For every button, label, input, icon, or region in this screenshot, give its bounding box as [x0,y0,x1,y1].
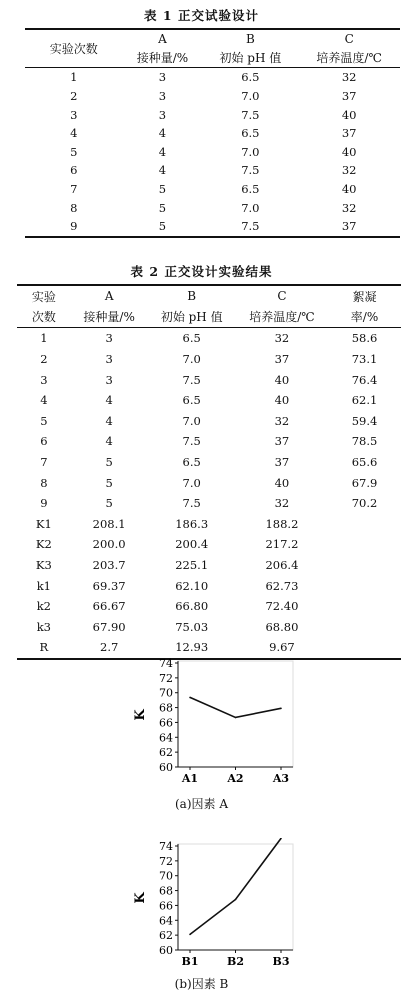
t2-cell: 66.67 [92,599,126,614]
data-point [235,717,237,719]
t1-cell: 4 [158,144,167,159]
t2-row [17,390,401,411]
t2-cell: 4 [40,393,48,408]
t2-cell: 59.4 [351,413,378,428]
t1-cell: 2 [70,89,78,104]
t1-cell: 6.5 [241,182,260,197]
y-tick-label: 62 [159,746,173,760]
y-tick-label: 66 [159,899,173,913]
t2-row [17,555,401,576]
t2-cell [328,555,401,576]
t2-cell: 75.03 [175,619,209,634]
t2-row [17,452,401,473]
t1-cell: 4 [158,126,167,141]
t1-cell: 40 [341,182,357,197]
y-tick-label: 62 [159,929,173,943]
data-point [235,899,237,901]
t1-cell: 40 [341,144,357,159]
t2-cell: 62.10 [175,578,209,593]
t2-cell: 206.4 [265,558,299,573]
t1-cell: 5 [158,200,167,215]
t1-cell: 4 [158,163,167,178]
t1-row [25,87,400,106]
t1-cell: 4 [70,126,78,141]
t1-cell: 8 [70,200,78,215]
y-tick-label: 68 [159,701,173,715]
t1-cell: 7.0 [241,89,260,104]
t2-cell: 62.73 [265,578,299,593]
t1-cell: 5 [158,182,167,197]
chart-factor-b [130,838,300,973]
t2-cell: 37 [274,434,290,449]
t2-cell: 7.0 [182,475,201,490]
t2-cell [328,575,401,596]
t1-header-b-sub: 初始 pH 值 [219,51,282,66]
table1-caption: 表 1 正交试验设计 [144,8,259,23]
t1-row [25,180,400,199]
t2-cell: 62.1 [351,393,378,408]
t2-cell: 76.4 [351,372,378,387]
plot-frame [178,661,293,767]
t2-header-rate-sub: 率/% [350,310,379,325]
t2-header-a: A [104,289,114,304]
t2-row [17,369,401,390]
t2-cell: 7.5 [182,372,201,387]
t2-header-c: C [277,289,287,304]
t1-header-c-sub: 培养温度/℃ [316,51,382,66]
t2-cell: 6.5 [182,393,201,408]
t2-cell: 1 [40,331,48,346]
t2-cell: 69.37 [92,578,126,593]
chart-a-caption: (a)因素 A [175,797,228,811]
t2-cell: 67.90 [92,619,126,634]
t1-cell: 3 [158,89,167,104]
t2-cell: 200.0 [92,537,126,552]
t1-cell: 5 [158,219,167,234]
t2-row [17,575,401,596]
t1-row [25,105,400,124]
t2-row [17,596,401,617]
y-tick-label: 70 [159,869,173,883]
t2-cell: 67.9 [351,475,378,490]
t2-cell: 4 [105,393,113,408]
t2-cell [328,514,401,535]
t2-cell: 40 [274,393,290,408]
t2-cell: 40 [274,372,290,387]
t1-cell: 7.0 [241,144,260,159]
t2-cell: 32 [274,413,290,428]
t1-cell: 32 [341,200,357,215]
t1-row [25,124,400,143]
t1-row [25,217,400,237]
t1-cell: 32 [341,163,357,178]
x-tick-label: A1 [181,772,199,785]
y-tick-label: 66 [159,716,173,730]
t2-cell: 78.5 [351,434,378,449]
t2-cell: 4 [105,413,113,428]
t2-cell [328,617,401,638]
t1-cell: 37 [341,89,357,104]
t1-cell: 6.5 [241,70,260,85]
plot-frame [178,844,293,950]
t2-cell: 203.7 [92,558,126,573]
table2-caption: 表 2 正交设计实验结果 [130,264,273,279]
t2-cell: 7.0 [182,413,201,428]
t2-cell: 5 [105,475,113,490]
t1-row [25,143,400,162]
x-tick-label: B3 [272,955,290,968]
t2-cell: 208.1 [92,516,126,531]
x-tick-label: A2 [227,772,244,785]
t2-row [17,493,401,514]
t2-row [17,534,401,555]
t2-cell: 9 [40,496,48,511]
chart-b-caption: (b)因素 B [174,977,229,991]
y-axis-label: K [133,709,148,721]
t1-row [25,68,400,87]
t1-cell: 7.5 [241,107,260,122]
t2-cell: 68.80 [265,619,299,634]
t2-cell: 3 [105,331,113,346]
t2-cell: 70.2 [351,496,378,511]
t2-cell: 37 [274,455,290,470]
chart-factor-a [130,655,300,790]
t2-cell: 32 [274,496,290,511]
t2-header-b: B [187,289,197,304]
t2-cell: 9.67 [269,640,295,655]
data-point [280,708,282,710]
y-tick-label: 68 [159,884,173,898]
t2-cell: 5 [105,496,113,511]
t1-row [25,198,400,217]
t1-row [25,161,400,180]
x-tick-label: B2 [227,955,244,968]
t2-cell: 7.5 [182,434,201,449]
table2 [17,284,401,660]
x-tick-label: B1 [181,955,199,968]
t2-cell: k3 [36,619,52,634]
t2-cell: K2 [35,537,52,552]
t2-cell: 7.5 [182,496,201,511]
t2-cell: k1 [36,578,52,593]
t2-cell: 5 [105,455,113,470]
y-tick-label: 74 [159,840,173,853]
t2-cell: 188.2 [265,516,299,531]
t1-cell: 3 [158,107,167,122]
t2-cell: 3 [105,372,113,387]
y-tick-label: 74 [159,657,173,670]
y-tick-label: 64 [159,731,173,745]
t2-cell: 2.7 [100,640,119,655]
y-tick-label: 72 [159,671,173,685]
y-tick-label: 72 [159,854,173,868]
t1-cell: 37 [341,219,357,234]
t1-header-a-sub: 接种量/% [136,51,189,66]
t2-cell: 8 [40,475,48,490]
t2-cell: 12.93 [175,640,209,655]
t1-cell: 6 [70,163,78,178]
t2-cell: 3 [105,352,113,367]
t2-row [17,617,401,638]
t2-header-b-sub: 初始 pH 值 [160,310,223,325]
t1-cell: 3 [70,107,78,122]
t2-cell [328,596,401,617]
t2-cell: 186.3 [175,516,209,531]
y-tick-label: 64 [159,914,173,928]
t1-header-trial: 实验次数 [49,42,98,57]
t2-cell: 58.6 [351,331,378,346]
data-point [189,934,191,936]
series-line [190,697,281,717]
t2-cell: 225.1 [175,558,209,573]
t1-cell: 1 [70,70,78,85]
t2-cell: 72.40 [265,599,299,614]
t2-cell: 40 [274,475,290,490]
t1-cell: 32 [341,70,357,85]
t1-header-a: A [158,32,167,47]
t2-cell [328,534,401,555]
t1-cell: 7.5 [241,163,260,178]
t2-row [17,472,401,493]
t1-cell: 6.5 [241,126,260,141]
t2-cell: 7 [40,455,48,470]
t2-row [17,328,401,349]
t1-header-b: B [245,32,255,47]
t2-header-a-sub: 接种量/% [83,310,135,325]
t2-cell: 6.5 [182,455,201,470]
t1-cell: 7.5 [241,219,260,234]
t1-cell: 3 [158,70,167,85]
t2-cell: 6.5 [182,331,201,346]
t2-cell: 4 [105,434,113,449]
t1-cell: 7 [70,182,78,197]
t2-cell: 32 [274,331,290,346]
t1-header-c: C [344,32,354,47]
t2-cell: 5 [40,413,48,428]
t2-cell: 66.80 [175,599,209,614]
t2-header-trial: 实验 [31,289,56,304]
t2-cell: 2 [40,352,48,367]
t1-cell: 5 [70,144,78,159]
t1-cell: 7.0 [241,200,260,215]
t2-header-c-sub: 培养温度/℃ [249,310,315,325]
t2-header-trial-sub: 次数 [31,310,56,325]
y-tick-label: 60 [159,944,173,957]
t2-row [17,349,401,370]
t2-header-rate: 絮凝 [352,289,377,304]
data-point [189,697,191,699]
t2-cell: 65.6 [351,455,378,470]
t2-cell: 37 [274,352,290,367]
t2-cell: R [39,640,49,655]
t2-cell: 7.0 [182,352,201,367]
t2-cell [328,637,401,659]
t2-row [17,411,401,432]
t2-cell: 6 [40,434,48,449]
t1-cell: 37 [341,126,357,141]
t2-row [17,431,401,452]
t2-cell: k2 [36,599,52,614]
series-line [190,838,281,934]
t2-row [17,514,401,535]
table1 [25,28,400,238]
t2-cell: 217.2 [265,537,299,552]
y-tick-label: 70 [159,686,173,700]
t2-cell: 3 [40,372,48,387]
y-axis-label: K [133,892,148,904]
t1-cell: 9 [70,219,78,234]
t2-cell: 200.4 [175,537,209,552]
t2-cell: K3 [35,558,52,573]
t2-cell: 73.1 [351,352,378,367]
t1-cell: 40 [341,107,357,122]
y-tick-label: 60 [159,761,173,774]
t2-cell: K1 [35,516,52,531]
x-tick-label: A3 [272,772,290,785]
